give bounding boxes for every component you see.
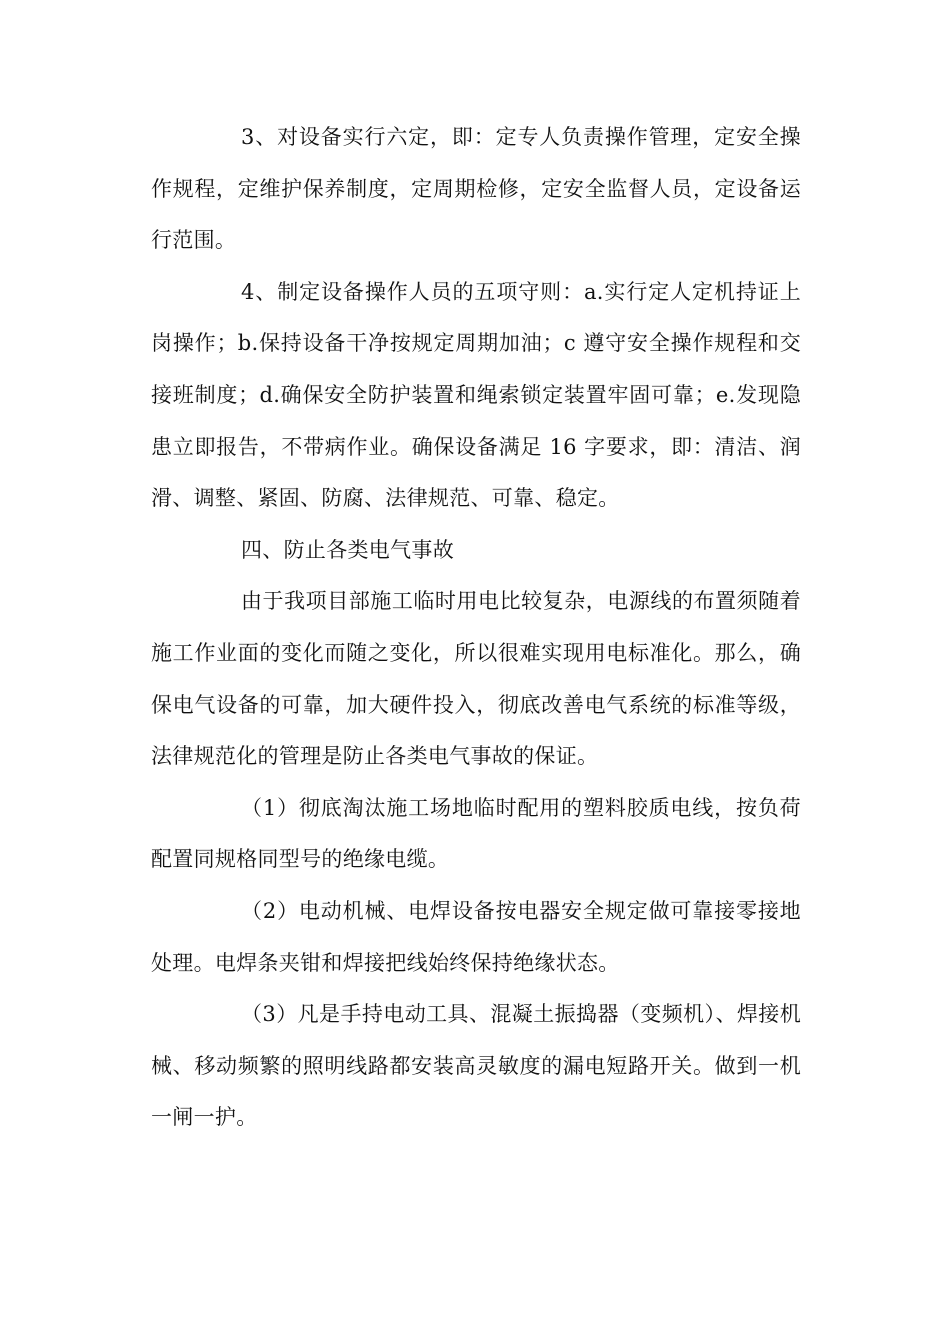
list-item-2: （2）电动机械、电焊设备按电器安全规定做可靠接零接地处理。电焊条夹钳和焊接把线始终保持绝缘状态。 xyxy=(151,898,801,975)
list-item-3: （3）凡是手持电动工具、混凝土振捣器（变频机）、焊接机械、移动频繁的照明线路都安装高灵敏度的漏电短路开关。做到一机一闸一护。 xyxy=(151,1002,801,1130)
paragraph-operator-five-rules: 4、制定设备操作人员的五项守则：a.实行定人定机持证上岗操作；b.保持设备干净按规定周期加油；c 遵守安全操作规程和交接班制度；d.确保安全防护装置和绳索锁定装置牢固可靠；e.发现隐患立即报告，不带病作业。确保设备满足 16 字要求，即：清洁、润滑、调整、紧固、防腐、法律规范、可靠、稳定。 xyxy=(151,279,801,511)
paragraph-electrical-intro: 由于我项目部施工临时用电比较复杂，电源线的布置须随着施工作业面的变化而随之变化，所以很难实现用电标准化。那么，确保电气设备的可靠，加大硬件投入，彻底改善电气系统的标准等级，法律规范化的管理是防止各类电气事故的保证。 xyxy=(151,589,801,769)
document-body xyxy=(151,112,801,1144)
list-item-1: （1）彻底淘汰施工场地临时配用的塑料胶质电线，按负荷配置同规格同型号的绝缘电缆。 xyxy=(151,795,801,872)
paragraph-equipment-six-rules: 3、对设备实行六定，即：定专人负责操作管理，定安全操作规程，定维护保养制度，定周期检修，定安全监督人员，定设备运行范围。 xyxy=(151,125,801,253)
section-heading-electrical-accidents: 四、防止各类电气事故 xyxy=(241,537,454,562)
